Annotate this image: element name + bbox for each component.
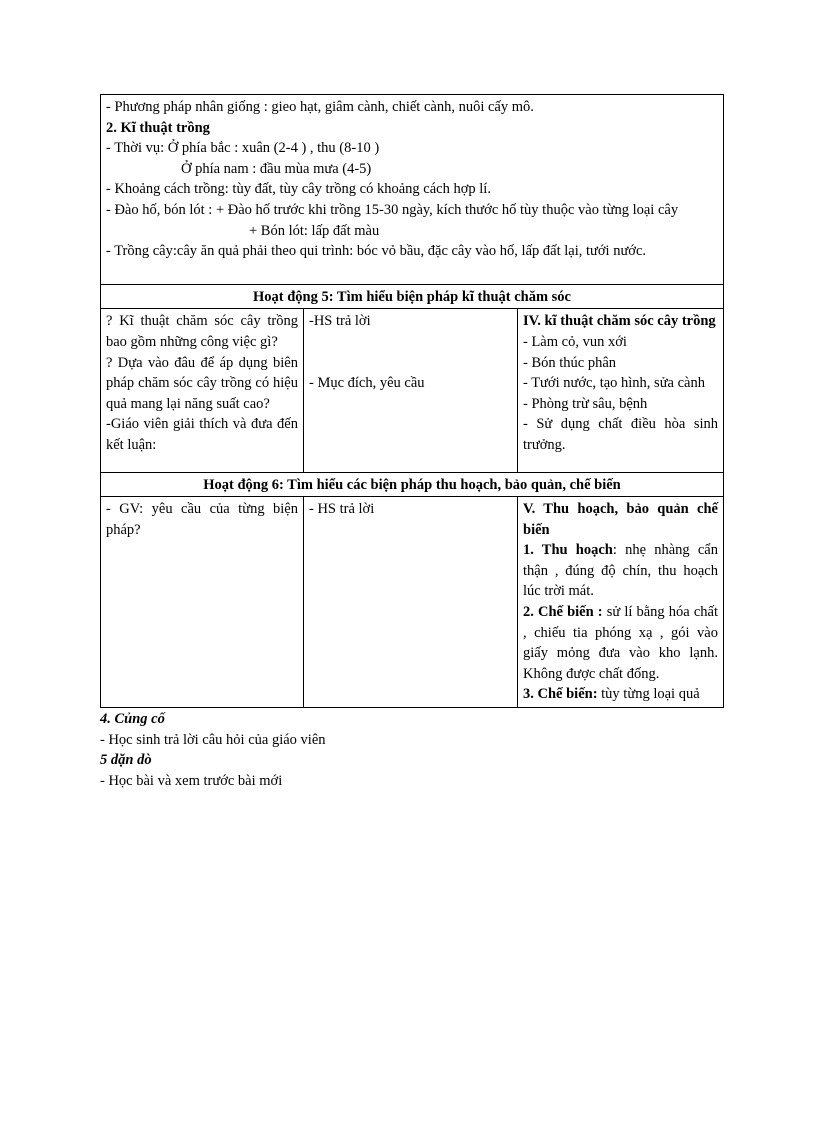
planting-technique-heading: 2. Kĩ thuật trồng [106,119,210,136]
activity6-answer: - HS trả lời [309,501,375,518]
care-item: - Phòng trừ sâu, bệnh [523,395,648,412]
activity5-title: Hoạt động 5: Tìm hiểu biện pháp kĩ thuật chăm sóc [101,284,724,309]
homework-heading: 5 dặn dò [100,752,152,769]
processing-text: sử lí bằng hóa chất , chiếu tia phóng xạ , gói vào giấy mỏng đưa vào kho lạnh. Không được chất đống. [523,604,718,682]
activity6-teacher-cell [101,497,304,708]
processing-label-2: 3. Chế biến: [523,686,598,703]
homework-text: - Học bài và xem trước bài mới [100,772,283,789]
care-item: - Sử dụng chất điều hòa sinh trưởng. [523,416,718,453]
fertilizer-line: + Bón lót: lấp đất màu [249,222,380,239]
activity5-row [101,309,724,472]
lesson-page [100,94,723,791]
processing-text-2: tùy từng loại quả [597,686,700,703]
technique-cell [101,95,724,285]
technique-row [101,95,724,285]
propagation-line: - Phương pháp nhân giống : gieo hạt, giâm cành, chiết cành, nuôi cấy mô. [106,99,534,115]
activity5-teacher-cell [101,309,304,472]
activity6-header-row [101,472,724,497]
processing-paragraph [523,602,718,684]
lesson-table [100,94,724,708]
activity6-question: - GV: yêu cầu của từng biện pháp? [106,501,298,538]
activity5-answer-2: - Mục đích, yêu cầu [309,374,425,391]
care-item: - Bón thúc phân [523,354,617,371]
care-item: - Làm cỏ, vun xới [523,333,627,350]
care-technique-heading: IV. kĩ thuật chăm sóc cây trồng [523,313,716,330]
care-item: - Tưới nước, tạo hình, sửa cành [523,375,705,392]
harvest-label: 1. Thu hoạch [523,542,613,559]
activity6-content-cell [518,497,724,708]
digging-line: - Đào hố, bón lót : + Đào hố trước khi trồng 15-30 ngày, kích thước hố tùy thuộc vào từng loại cây [106,201,679,218]
activity5-conclusion: -Giáo viên giải thích và đưa đến kết luận: [106,416,298,453]
consolidation-text: - Học sinh trả lời câu hỏi của giáo viên [100,731,326,748]
closing-section [100,709,723,791]
harvest-text: : nhẹ nhàng cẩn thận , đúng độ chín, thu hoạch lúc trời mát. [523,542,718,600]
activity5-content-cell [518,309,724,472]
harvest-heading: V. Thu hoạch, bảo quản chế biến [523,501,718,538]
consolidation-heading: 4. Củng cố [100,711,165,728]
activity5-question-2: ? Dựa vào đâu để áp dụng biên pháp chăm sóc cây trồng có hiệu quả mang lại năng suất cao? [106,354,298,412]
season-north-line: - Thời vụ: Ở phía bắc : xuân (2-4 ) , thu (8-10 ) [106,140,380,157]
activity6-row [101,497,724,708]
activity6-title: Hoạt động 6: Tìm hiểu các biện pháp thu hoạch, bảo quản, chế biến [101,472,724,497]
planting-line: - Trồng cây:cây ăn quả phải theo qui trình: bóc vỏ bầu, đặc cây vào hố, lấp đất lại, tưới nước. [106,243,647,260]
processing-paragraph-2 [523,684,718,705]
season-south-line: Ở phía nam : đầu mùa mưa (4-5) [181,160,372,177]
spacing-line: - Khoảng cách trồng: tùy đất, tùy cây trồng có khoảng cách hợp lí. [106,181,491,198]
activity5-header-row [101,284,724,309]
processing-label: 2. Chế biến : [523,604,603,621]
activity5-answer-1: -HS trả lời [309,313,371,330]
activity6-student-cell [304,497,518,708]
activity5-student-cell [304,309,518,472]
activity5-question-1: ? Kĩ thuật chăm sóc cây trồng bao gồm những công việc gì? [106,313,298,350]
harvest-paragraph [523,540,718,602]
